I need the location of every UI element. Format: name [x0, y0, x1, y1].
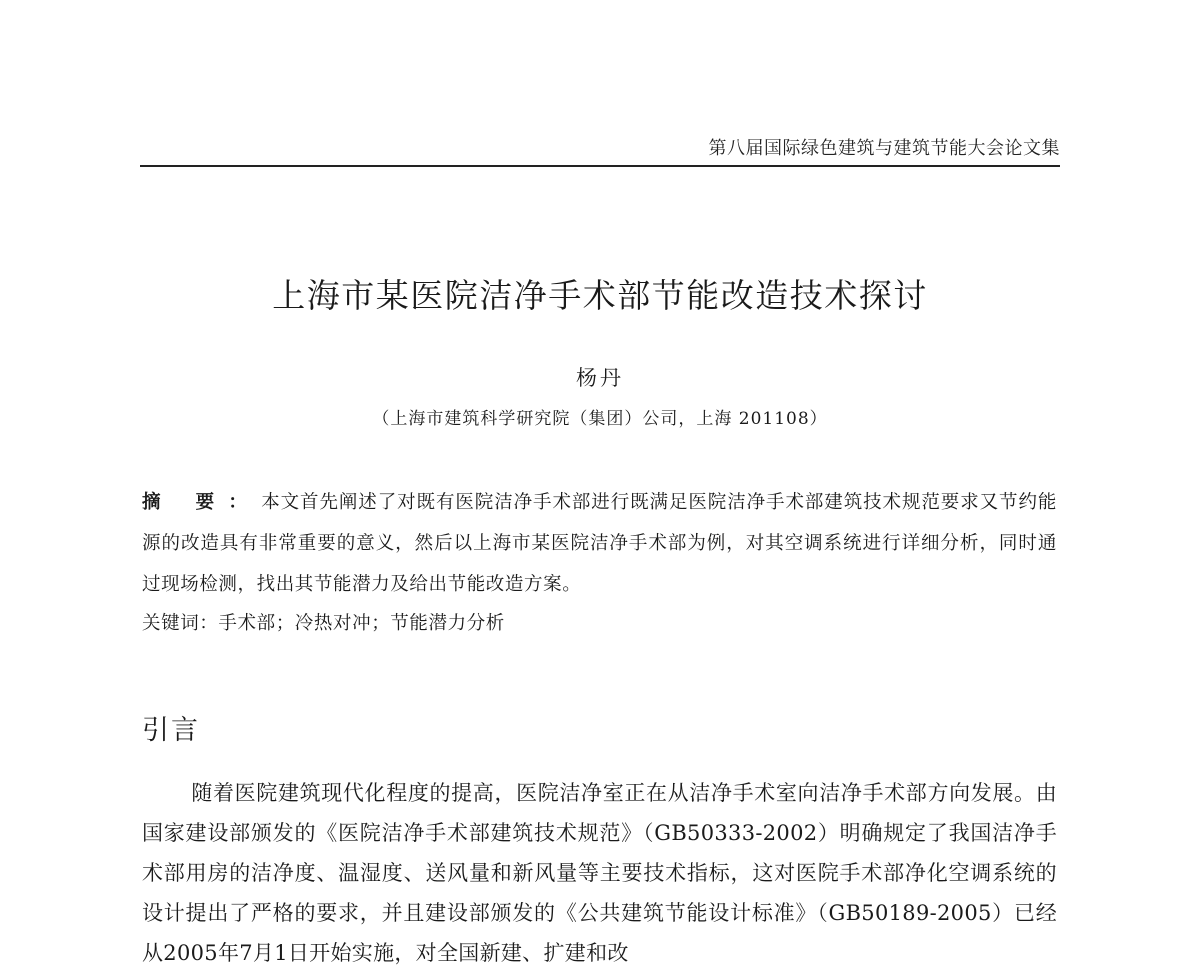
- abstract-label: 摘 要：: [142, 492, 262, 513]
- keywords-label: 关键词：: [142, 613, 219, 634]
- abstract: [142, 482, 1057, 605]
- abstract-text: 本文首先阐述了对既有医院洁净手术部进行既满足医院洁净手术部建筑技术规范要求又节约能源的改造具有非常重要的意义，然后以上海市某医院洁净手术部为例，对其空调系统进行详细分析，同时通过现场检测，找出其节能潜力及给出节能改造方案。: [142, 492, 1057, 595]
- keywords: [142, 606, 1057, 642]
- author-affiliation: （上海市建筑科学研究院（集团）公司，上海 201108）: [372, 409, 828, 429]
- paper-title: 上海市某医院洁净手术部节能改造技术探讨: [272, 276, 928, 315]
- running-header: 第八届国际绿色建筑与建筑节能大会论文集: [708, 138, 1060, 159]
- author-name: 杨丹: [576, 366, 624, 390]
- header-rule: [140, 165, 1060, 167]
- section-heading-introduction: 引言: [142, 715, 200, 746]
- keywords-text: 手术部；冷热对冲；节能潜力分析: [218, 613, 505, 634]
- introduction-paragraph: 随着医院建筑现代化程度的提高，医院洁净室正在从洁净手术室向洁净手术部方向发展。由国家建设部颁发的《医院洁净手术部建筑技术规范》（GB50333-2002）明确规定了我国洁净手术部用房的洁净度、温湿度、送风量和新风量等主要技术指标，这对医院手术部净化空调系统的设计提出了严格的要求，并且建设部颁发的《公共建筑节能设计标准》（GB50189-2005）已经从2005年7月1日开始实施，对全国新建、扩建和改: [142, 781, 1057, 965]
